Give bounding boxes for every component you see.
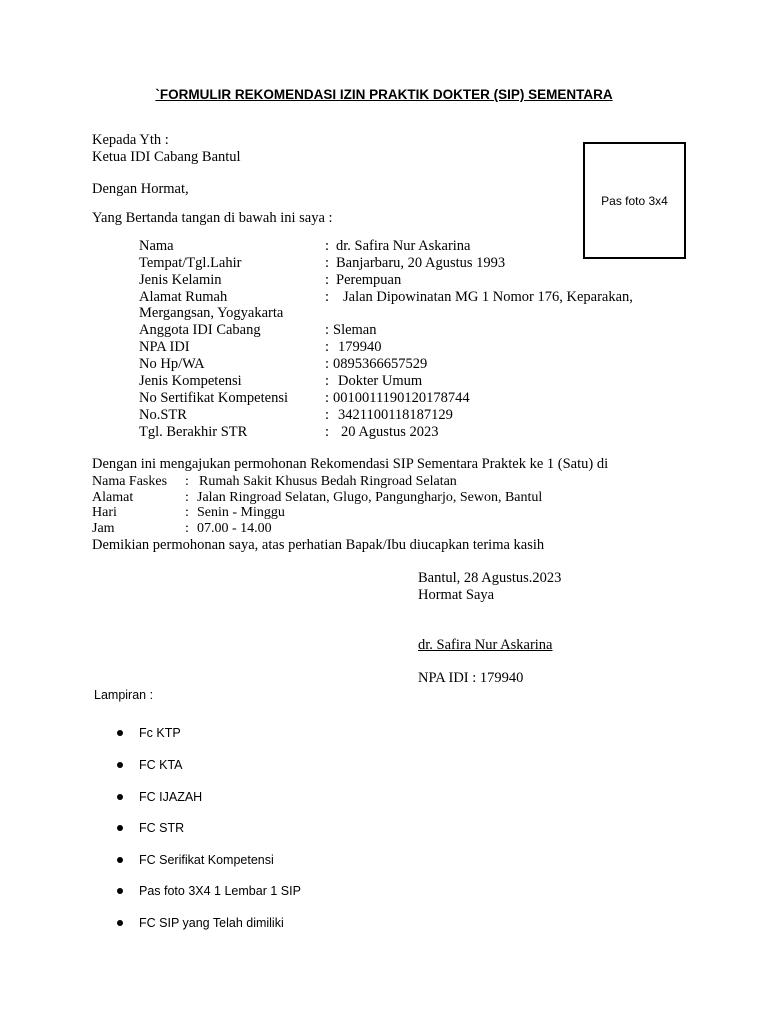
field-value-no-hp: 0895366657529 (333, 356, 428, 372)
faskes-label-alamat: Alamat (92, 490, 134, 505)
photo-placeholder-label: Pas foto 3x4 (601, 194, 668, 208)
field-value-jenis-kompetensi: Dokter Umum (338, 373, 423, 389)
bullet-icon (117, 857, 123, 863)
field-colon: : (325, 373, 330, 389)
faskes-value-hari: Senin - Minggu (197, 505, 285, 520)
faskes-colon: : (185, 490, 189, 505)
lampiran-heading: Lampiran : (94, 688, 154, 702)
field-value-no-str: 3421100118187129 (338, 407, 453, 423)
field-colon: : (325, 255, 330, 271)
lampiran-item: FC Serifikat Kompetensi (139, 853, 274, 867)
lampiran-item: FC SIP yang Telah dimiliki (139, 916, 284, 930)
lampiran-item: Pas foto 3X4 1 Lembar 1 SIP (139, 884, 301, 898)
signature-npa: NPA IDI : 179940 (418, 670, 524, 686)
lampiran-item: FC IJAZAH (139, 790, 203, 804)
field-label-ttl: Tempat/Tgl.Lahir (139, 255, 242, 271)
faskes-colon: : (185, 505, 189, 520)
bullet-icon (117, 730, 123, 736)
field-label-no-hp: No Hp/WA (139, 356, 205, 372)
field-colon: : (325, 339, 330, 355)
signature-name: dr. Safira Nur Askarina (418, 637, 553, 653)
bullet-icon (117, 794, 123, 800)
field-colon: : (325, 407, 330, 423)
field-label-npa-idi: NPA IDI (139, 339, 190, 355)
field-value-anggota-idi: Sleman (333, 322, 377, 338)
field-label-no-str: No.STR (139, 407, 187, 423)
request-line: Dengan ini mengajukan permohonan Rekomendasi SIP Sementara Praktek ke 1 (Satu) di (92, 456, 609, 472)
lampiran-item: Fc KTP (139, 726, 181, 740)
intro-text: Yang Bertanda tangan di bawah ini saya : (92, 210, 333, 226)
field-value-alamat-rumah-cont: Mergangsan, Yogyakarta (139, 305, 284, 321)
field-label-nama: Nama (139, 238, 174, 254)
signature-regards: Hormat Saya (418, 587, 495, 603)
field-label-alamat-rumah: Alamat Rumah (139, 289, 228, 305)
field-value-tgl-berakhir-str: 20 Agustus 2023 (341, 424, 439, 440)
field-colon: : (325, 238, 330, 254)
field-value-ttl: Banjarbaru, 20 Agustus 1993 (336, 255, 506, 271)
field-label-jenis-kompetensi: Jenis Kompetensi (139, 373, 242, 389)
faskes-label-jam: Jam (92, 521, 115, 536)
field-value-jenis-kelamin: Perempuan (336, 272, 402, 288)
bullet-icon (117, 920, 123, 926)
field-colon: : (325, 289, 330, 305)
field-colon: : (325, 272, 330, 288)
field-label-tgl-berakhir-str: Tgl. Berakhir STR (139, 424, 248, 440)
field-colon: : (325, 356, 330, 372)
field-label-no-sertifikat: No Sertifikat Kompetensi (139, 390, 289, 406)
field-label-anggota-idi: Anggota IDI Cabang (139, 322, 261, 338)
field-value-no-sertifikat: 0010011190120178744 (333, 390, 470, 406)
faskes-label-hari: Hari (92, 505, 117, 520)
faskes-value-alamat: Jalan Ringroad Selatan, Glugo, Pangungharjo, Sewon, Bantul (197, 490, 543, 505)
signature-place-date: Bantul, 28 Agustus.2023 (418, 570, 562, 586)
photo-placeholder (583, 142, 686, 259)
field-value-nama: dr. Safira Nur Askarina (336, 238, 471, 254)
field-colon: : (325, 390, 330, 406)
faskes-value-nama: Rumah Sakit Khusus Bedah Ringroad Selatan (199, 474, 457, 489)
field-colon: : (325, 322, 330, 338)
bullet-icon (117, 762, 123, 768)
lampiran-item: FC KTA (139, 758, 183, 772)
bullet-icon (117, 888, 123, 894)
field-colon: : (325, 424, 330, 440)
field-label-jenis-kelamin: Jenis Kelamin (139, 272, 222, 288)
addressee-line2: Ketua IDI Cabang Bantul (92, 149, 241, 165)
faskes-value-jam: 07.00 - 14.00 (197, 521, 272, 536)
form-title: `FORMULIR REKOMENDASI IZIN PRAKTIK DOKTER (SIP) SEMENTARA (155, 87, 613, 102)
greeting: Dengan Hormat, (92, 181, 189, 197)
lampiran-item: FC STR (139, 821, 185, 835)
field-value-alamat-rumah: Jalan Dipowinatan MG 1 Nomor 176, Keparakan, (343, 289, 633, 305)
faskes-colon: : (185, 474, 189, 489)
closing-text: Demikian permohonan saya, atas perhatian Bapak/Ibu diucapkan terima kasih (92, 537, 545, 553)
field-value-npa-idi: 179940 (338, 339, 382, 355)
faskes-label-nama: Nama Faskes (92, 474, 168, 489)
faskes-colon: : (185, 521, 189, 536)
bullet-icon (117, 825, 123, 831)
addressee-line1: Kepada Yth : (92, 132, 169, 148)
